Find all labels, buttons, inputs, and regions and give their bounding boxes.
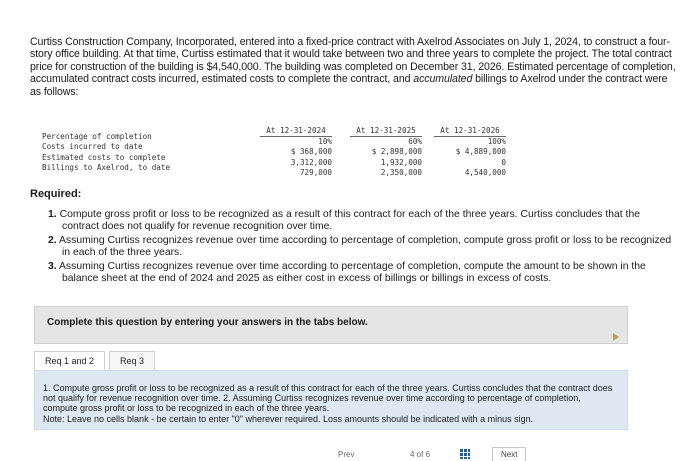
prev-button[interactable]: Prev [338, 450, 355, 459]
cell: 2,350,000 [380, 167, 422, 177]
requirement-item [48, 209, 678, 233]
column-header: At 12-31-2025 [350, 126, 422, 137]
problem-intro [30, 36, 680, 98]
column-2024 [260, 126, 332, 178]
requirement-item [48, 261, 678, 285]
tab-req-3[interactable]: Req 3 [109, 351, 155, 371]
requirements-list [48, 209, 678, 287]
cell: $ 368,000 [290, 147, 332, 157]
next-button[interactable]: Next [492, 447, 526, 461]
row-label: Estimated costs to complete [42, 152, 166, 162]
intro-emphasis: accumulated [413, 73, 473, 86]
requirement-text: Assuming Curtiss recognizes revenue over time according to percentage of completion, compute gross profit or loss to be recognized in each of the three years. [59, 235, 672, 258]
tab-body-text: 1. Compute gross profit or loss to be recognized as a result of this contract for each of the three years. Curtiss concludes that the contract does not qualify for revenue recognition over time. 2. Assuming Curtiss recognizes revenue over time according to percentage of completion, compute gross profit or loss to be recognized in each of the three years. [43, 383, 613, 414]
row-label: Billings to Axelrod, to date [42, 163, 171, 173]
intro-text: Curtiss Construction Company, Incorporated, entered into a fixed-price contract with Axelrod Associates on July 1, 2024, to construct a four-story office building. At that time, Curtiss estimated that it would take between two and three years to complete the project. The total contract price for construction of the building is $4,540,000. The building was completed on December 31, 2026. Estimated percentage of completion, accumulated contract costs incurred, estimated costs to complete the contract, and [30, 36, 676, 86]
column-2026 [434, 126, 506, 178]
tab-req-1-and-2[interactable]: Req 1 and 2 [34, 351, 105, 371]
cell: 1,932,000 [380, 157, 422, 167]
row-label: Costs incurred to date [42, 142, 143, 152]
requirement-item [48, 235, 678, 259]
requirement-text: Assuming Curtiss recognizes revenue over time according to percentage of completion, compute the amount to be shown in the balance sheet at the end of 2024 and 2025 as either cost in excess of billings or billings in excess of costs. [59, 261, 646, 284]
requirement-number: 3. [48, 261, 57, 272]
panel-instruction: Complete this question by entering your answers in the tabs below. [47, 317, 368, 328]
column-header: At 12-31-2026 [434, 126, 506, 137]
contract-data-table [34, 124, 522, 184]
row-label: Percentage of completion [42, 132, 152, 141]
cell: 100% [487, 137, 506, 147]
footer-nav [320, 446, 580, 461]
requirement-number: 1. [48, 209, 57, 220]
cell: 0 [501, 157, 506, 167]
required-heading: Required: [30, 188, 82, 200]
intro-text-end: billings to Axelrod under the contract were as follows: [30, 73, 668, 98]
cursor-arrow-icon [613, 333, 619, 341]
tab-instructions [43, 383, 617, 424]
tab-bar [34, 351, 159, 371]
cell: 729,000 [299, 167, 332, 177]
column-2025 [350, 126, 422, 178]
cell: $ 4,889,000 [455, 147, 506, 157]
tab-note: Note: Leave no cells blank - be certain to enter "0" wherever required. Loss amounts should be indicated with a minus sign. [43, 413, 534, 424]
row-labels [42, 132, 170, 174]
grid-icon[interactable] [460, 449, 470, 459]
cell: 10% [318, 137, 332, 147]
page-indicator: 4 of 6 [410, 450, 431, 459]
column-header: At 12-31-2024 [260, 126, 332, 137]
cell: 3,312,000 [290, 157, 332, 167]
cell: 60% [408, 137, 422, 147]
requirement-number: 2. [48, 235, 57, 246]
cell: 4,540,000 [464, 167, 506, 177]
cell: $ 2,898,000 [371, 147, 422, 157]
tab-content [34, 370, 628, 430]
instruction-panel [34, 306, 628, 344]
requirement-text: Compute gross profit or loss to be recognized as a result of this contract for each of the three years. Curtiss concludes that the contract does not qualify for revenue recognition over time. [59, 209, 640, 232]
